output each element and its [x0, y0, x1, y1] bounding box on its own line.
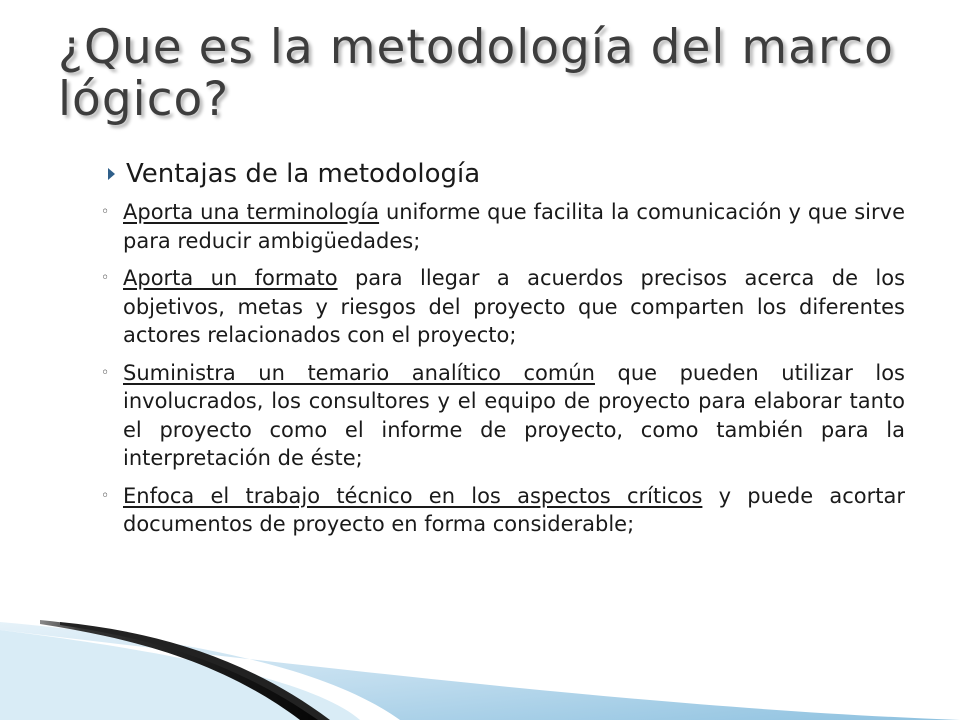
bullet-list — [101, 198, 905, 539]
circle-bullet-icon: ◦ — [101, 270, 110, 286]
slide-title: ¿Que es la metodología del marco lógico? — [58, 20, 894, 127]
slide-body — [101, 158, 905, 548]
item-text: para llegar a acuerdos precisos acerca de los objetivos, metas y riesgos del proyecto que comparten los diferentes actores relacionados con el proyecto; — [123, 266, 906, 347]
item-underlined-text: Aporta una terminología — [123, 200, 380, 224]
item-underlined-text: Suministra un temario analítico común — [123, 360, 595, 385]
circle-bullet-icon: ◦ — [101, 487, 110, 504]
list-item — [101, 264, 905, 350]
list-item — [101, 482, 905, 539]
circle-bullet-icon: ◦ — [101, 364, 110, 381]
item-text: y puede acortar documentos de proyecto en forma considerable; — [123, 483, 905, 536]
item-text: uniforme que facilita la comunicación y que sirve para reducir ambigüedades; — [123, 200, 905, 253]
circle-bullet-icon: ◦ — [101, 204, 110, 220]
section-heading: Ventajas de la metodología — [126, 159, 481, 189]
triangle-right-icon — [101, 164, 121, 184]
list-item — [101, 198, 905, 255]
item-text: que pueden utilizar los involucrados, los consultores y el equipo de proyecto para elaborar tanto el proyecto como el informe de proyecto, como también para la interpretación de éste; — [123, 360, 905, 470]
item-underlined-text: Enfoca el trabajo técnico en los aspectos críticos — [123, 483, 703, 508]
level1-bullet — [101, 158, 905, 190]
item-underlined-text: Aporta un formato — [123, 266, 338, 290]
decorative-swoosh — [0, 560, 960, 720]
list-item — [101, 359, 905, 473]
